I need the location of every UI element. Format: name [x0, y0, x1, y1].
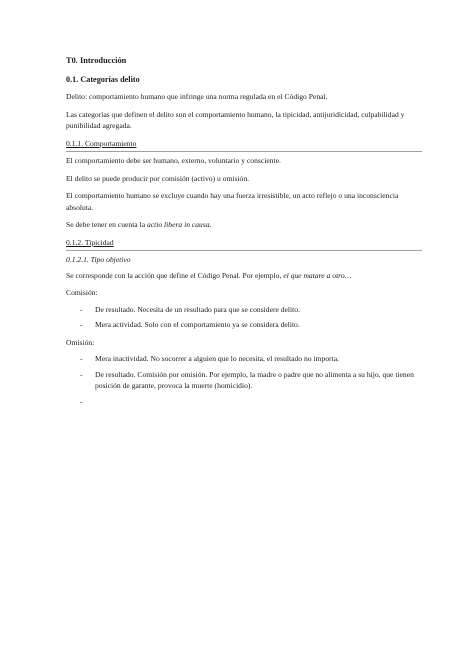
- tipo-objetivo-paragraph: [66, 270, 422, 282]
- dash-bullet: -: [80, 304, 83, 314]
- section-0-1-2-title: [66, 237, 422, 250]
- section-0-1-2-title-text: 0.1.2. Tipicidad: [66, 237, 114, 247]
- list-item-text: Mera inactividad. No socorrer a alguien que lo necesita, el resultado no importa.: [95, 354, 339, 363]
- section-0-1-title: 0.1. Categorías delito: [66, 74, 140, 84]
- section-0-1-1-title-text: 0.1.1. Comportamiento: [66, 138, 137, 148]
- list-item: [66, 369, 422, 392]
- el-que-matare-italic: el que matare a otro…: [283, 270, 352, 280]
- comportamiento-p3: El comportamiento humano se excluye cuando hay una fuerza irresistible, un acto reflejo o una inconsciencia absoluta.: [66, 191, 399, 212]
- section-0-1-1-title: [66, 138, 422, 151]
- section-0-1-2-1-title: 0.1.2.1. Tipo objetivo: [66, 255, 131, 264]
- document-heading: T0. Introducción: [66, 56, 127, 65]
- dash-bullet: -: [80, 396, 83, 406]
- list-item-text: Mera actividad. Solo con el comportamiento ya se considera delito.: [95, 320, 300, 329]
- list-item: [66, 353, 422, 365]
- actio-libera-italic: actio libera in causa: [146, 220, 210, 229]
- dash-bullet: -: [80, 369, 83, 379]
- list-item-text: De resultado. Necesita de un resultado para que se considere delito.: [95, 304, 300, 314]
- comision-list: [66, 304, 422, 331]
- delito-definition: Delito: comportamiento humano que infringe una norma regulada en el Código Penal.: [66, 92, 328, 101]
- omision-label: Omisión:: [66, 337, 95, 347]
- comportamiento-p4-suffix: .: [209, 220, 212, 229]
- omision-list: [66, 353, 422, 406]
- section-0-1-2-rule: [66, 250, 422, 251]
- comision-label: Comisión:: [66, 288, 98, 297]
- categorias-paragraph: Las categorías que definen el delito son el comportamiento humano, la tipicidad, antijuridicidad, culpabilidad y punibilidad agregada.: [66, 109, 405, 130]
- dash-bullet: -: [80, 354, 83, 363]
- section-0-1-1-rule: [66, 151, 422, 152]
- list-item-text: De resultado. Comisión por omisión. Por ejemplo, la madre o padre que no alimenta a su hijo, que tienen posición de garante, provoca la muerte (homicidio).: [95, 369, 414, 390]
- document-page: [66, 55, 422, 406]
- comportamiento-p1: El comportamiento debe ser humano, externo, voluntario y consciente.: [66, 156, 281, 165]
- comportamiento-p4: [66, 219, 422, 231]
- list-item: [66, 319, 422, 331]
- list-item: [66, 304, 422, 316]
- comportamiento-p4-prefix: Se debe tener en cuenta la: [66, 220, 147, 229]
- comportamiento-p2: El delito se puede producir por comisión (activo) u omisión.: [66, 173, 250, 183]
- tipo-objetivo-prefix: Se corresponde con la acción que define el Código Penal. Por ejemplo,: [66, 270, 284, 280]
- dash-bullet: -: [80, 320, 83, 329]
